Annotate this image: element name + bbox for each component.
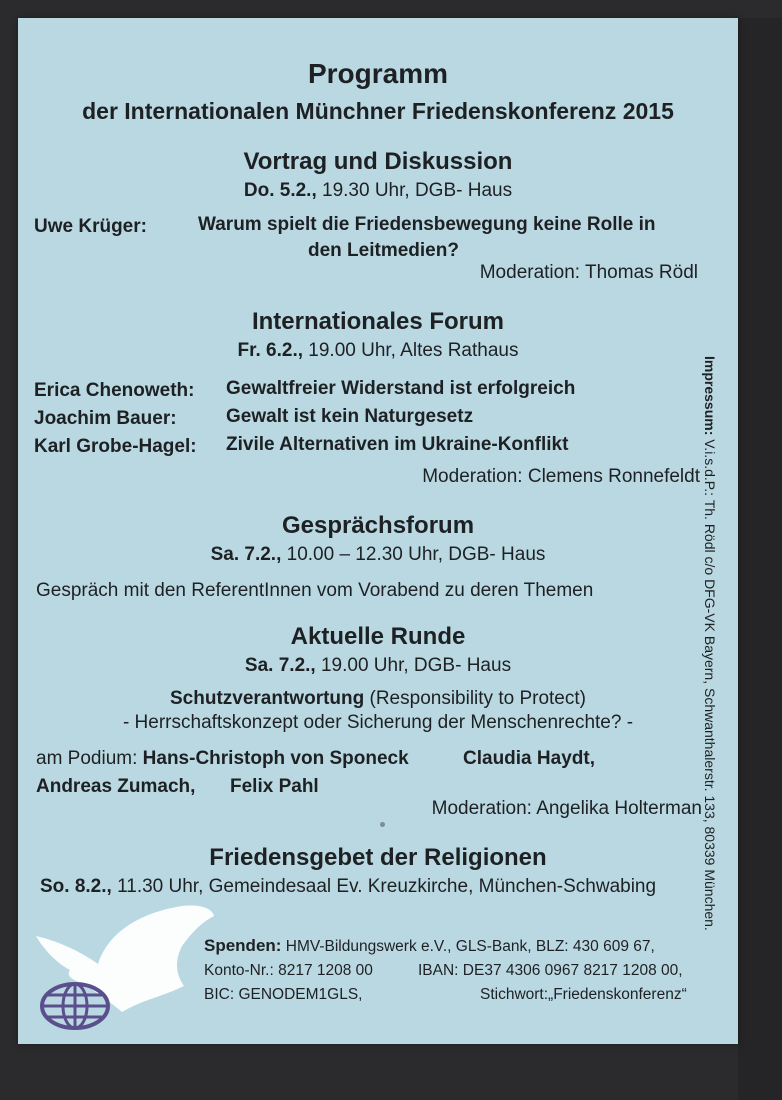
speaker-name: Joachim Bauer:	[34, 408, 177, 429]
moderation-text: Moderation: Angelika Holterman	[431, 798, 702, 819]
talk-topic: Zivile Alternativen im Ukraine-Konflikt	[226, 434, 569, 455]
globe-icon	[40, 982, 110, 1030]
section-date-vortrag: Do. 5.2., 19.30 Uhr, DGB- Haus	[243, 180, 513, 201]
page-subtitle: der Internationalen Münchner Friedenskonferenz 2015	[82, 98, 674, 124]
impressum-text: Impressum: V.i.s.d.P.: Th. Rödl c/o DFG-VK Bayern, Schwanthalerstr. 133, 80339 München.	[702, 356, 718, 931]
section-date-runde: Sa. 7.2., 19.00 Uhr, DGB- Haus	[244, 655, 512, 676]
donation-stichwort: Stichwort:„Friedenskonferenz“	[480, 986, 687, 1003]
talk-topic: Warum spielt die Friedensbewegung keine Rolle in	[198, 214, 656, 235]
section-date-gespraech: Sa. 7.2., 10.00 – 12.30 Uhr, DGB- Haus	[210, 544, 546, 565]
moderation-text: Moderation: Thomas Rödl	[479, 262, 698, 283]
paper-speck	[380, 822, 385, 827]
donation-iban: IBAN: DE37 4306 0967 8217 1208 00,	[418, 962, 683, 979]
podium-guest: Andreas Zumach,	[36, 776, 196, 797]
program-card	[18, 18, 738, 1044]
section-heading-vortrag: Vortrag und Diskussion	[243, 148, 513, 175]
section-date-forum: Fr. 6.2., 19.00 Uhr, Altes Rathaus	[237, 340, 519, 361]
section-heading-forum: Internationales Forum	[251, 308, 505, 335]
moderation-text: Moderation: Clemens Ronnefeldt	[422, 466, 700, 487]
section-heading-runde: Aktuelle Runde	[290, 623, 466, 650]
section-text: Gespräch mit den ReferentInnen vom Vorabend zu deren Themen	[36, 580, 594, 601]
topic-line: Schutzverantwortung (Responsibility to Protect)	[170, 688, 586, 709]
donation-line: Spenden: HMV-Bildungswerk e.V., GLS-Bank, BLZ: 430 609 67,	[204, 936, 655, 955]
talk-topic: Gewalt ist kein Naturgesetz	[226, 406, 474, 427]
speaker-name: Karl Grobe-Hagel:	[34, 436, 197, 457]
speaker-name: Erica Chenoweth:	[34, 380, 195, 401]
donation-bic: BIC: GENODEM1GLS,	[204, 986, 363, 1003]
donation-konto: Konto-Nr.: 8217 1208 00	[204, 962, 373, 979]
podium-guest: Felix Pahl	[230, 776, 319, 797]
section-heading-friedensgebet: Friedensgebet der Religionen	[209, 844, 547, 871]
talk-topic: Gewaltfreier Widerstand ist erfolgreich	[226, 378, 576, 399]
podium-guest: Claudia Haydt,	[463, 748, 595, 769]
topic-subline: - Herrschaftskonzept oder Sicherung der Menschenrechte? -	[122, 712, 634, 733]
background-strip	[738, 18, 782, 1100]
section-date-friedensgebet: So. 8.2., 11.30 Uhr, Gemeindesaal Ev. Kreuzkirche, München-Schwabing	[40, 876, 657, 897]
talk-topic-continued: den Leitmedien?	[308, 240, 459, 261]
podium-line: am Podium: Hans-Christoph von Sponeck	[36, 748, 409, 769]
section-heading-gespraech: Gesprächsforum	[281, 512, 475, 539]
speaker-name: Uwe Krüger:	[34, 216, 147, 237]
page-title: Programm	[307, 58, 449, 89]
